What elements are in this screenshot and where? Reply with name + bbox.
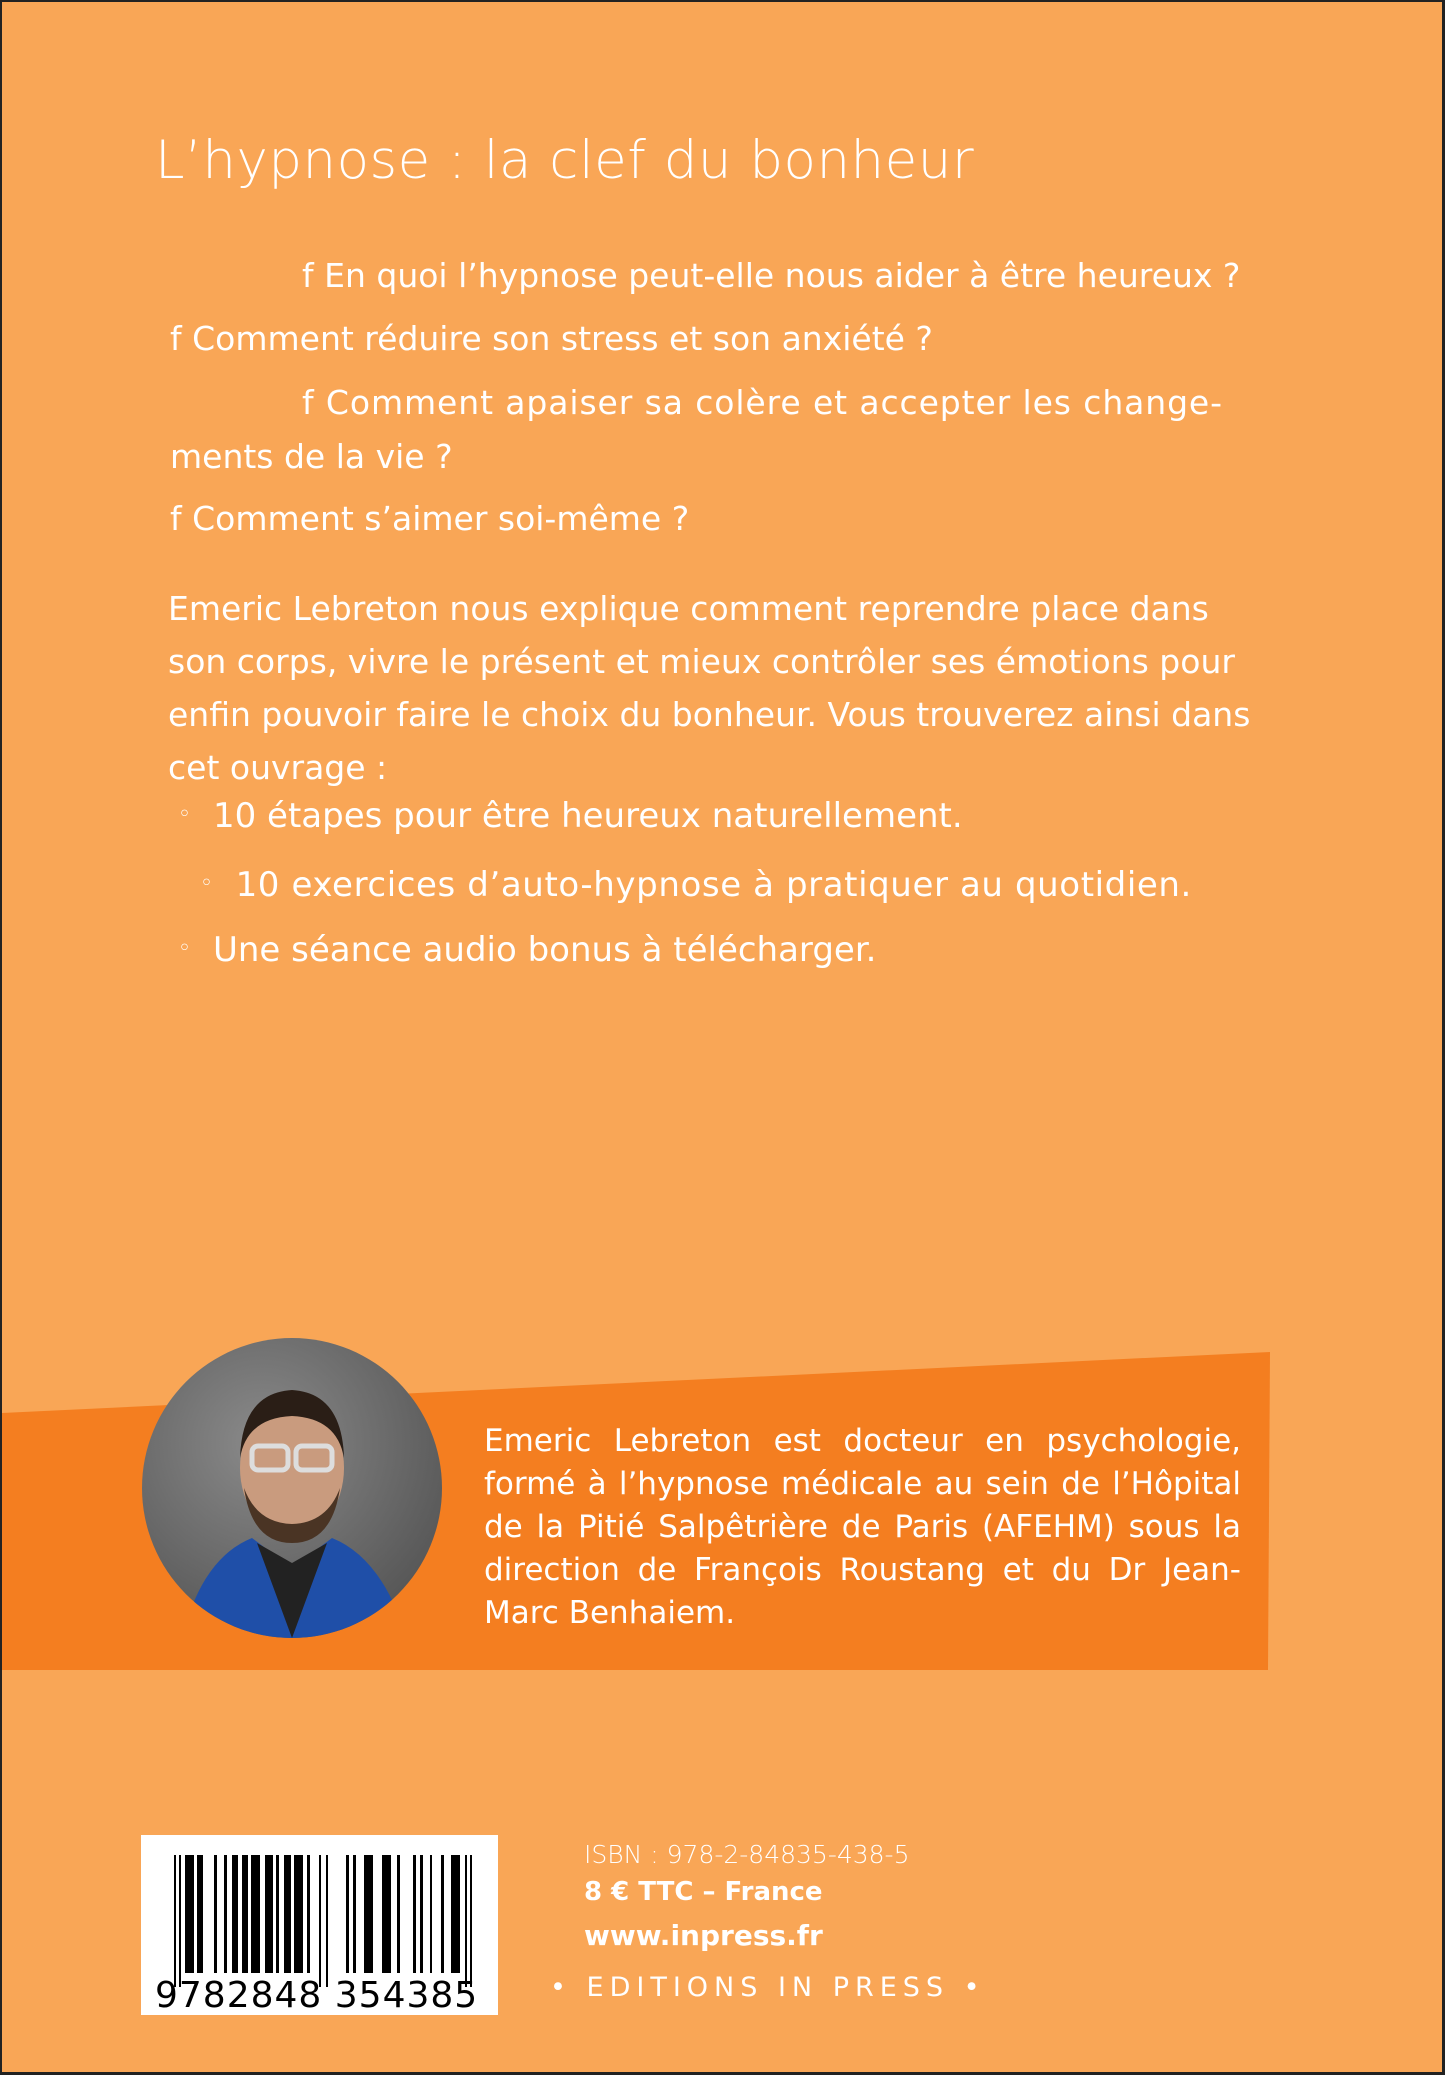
question-text: ments de la vie ? (170, 437, 453, 476)
barcode (141, 1835, 498, 2015)
question-text: En quoi l’hypnose peut-elle nous aider à être heureux ? (324, 256, 1241, 295)
author-band (2, 2, 1442, 2072)
question-text: Comment s’aimer soi-même ? (192, 499, 690, 538)
circle-bullet-icon: ◦ (178, 935, 191, 961)
author-portrait-icon (142, 1338, 442, 1638)
question-bullet-icon: f (170, 499, 182, 538)
circle-bullet-icon: ◦ (200, 870, 214, 896)
book-back-cover (2, 2, 1442, 2072)
question-text: Comment réduire son stress et son anxiété ? (192, 319, 933, 358)
barcode-number: 9782848 354385 (155, 1975, 479, 2016)
author-bio: Emeric Lebreton est docteur en psychologie, formé à l’hypnose médicale au sein de l’Hôpital de la Pitié Salpêtrière de Paris (AFEHM) sous la direction de François Roustang et du Dr Jean-Marc Benhaiem. (484, 1423, 1241, 1631)
feature-text: 10 étapes pour être heureux naturellement. (212, 796, 963, 836)
author-photo (142, 1338, 442, 1638)
feature-text: 10 exercices d’auto-hypnose à pratiquer au quotidien. (235, 865, 1192, 905)
question-bullet-icon: f (302, 383, 315, 422)
website-link[interactable]: www.inpress.fr (584, 1919, 823, 1952)
book-title: L’hypnose : la clef du bonheur (155, 130, 975, 191)
circle-bullet-icon: ◦ (178, 801, 191, 827)
question-text: Comment apaiser sa colère et accepter les change- (325, 383, 1223, 422)
publisher-name: • EDITIONS IN PRESS • (550, 1972, 986, 2003)
question-bullet-icon: f (302, 256, 314, 295)
feature-text: Une séance audio bonus à télécharger. (212, 930, 877, 970)
description-paragraph: Emeric Lebreton nous explique comment reprendre place dans son corps, vivre le présent et mieux contrôler ses émotions pour enfin pouvoir faire le choix du bonheur. Vous trouverez ainsi dans cet ouvrage : (168, 589, 1251, 787)
price: 8 € TTC – France (584, 1877, 823, 1907)
question-bullet-icon: f (170, 319, 182, 358)
isbn: ISBN : 978-2-84835-438-5 (584, 1840, 910, 1869)
